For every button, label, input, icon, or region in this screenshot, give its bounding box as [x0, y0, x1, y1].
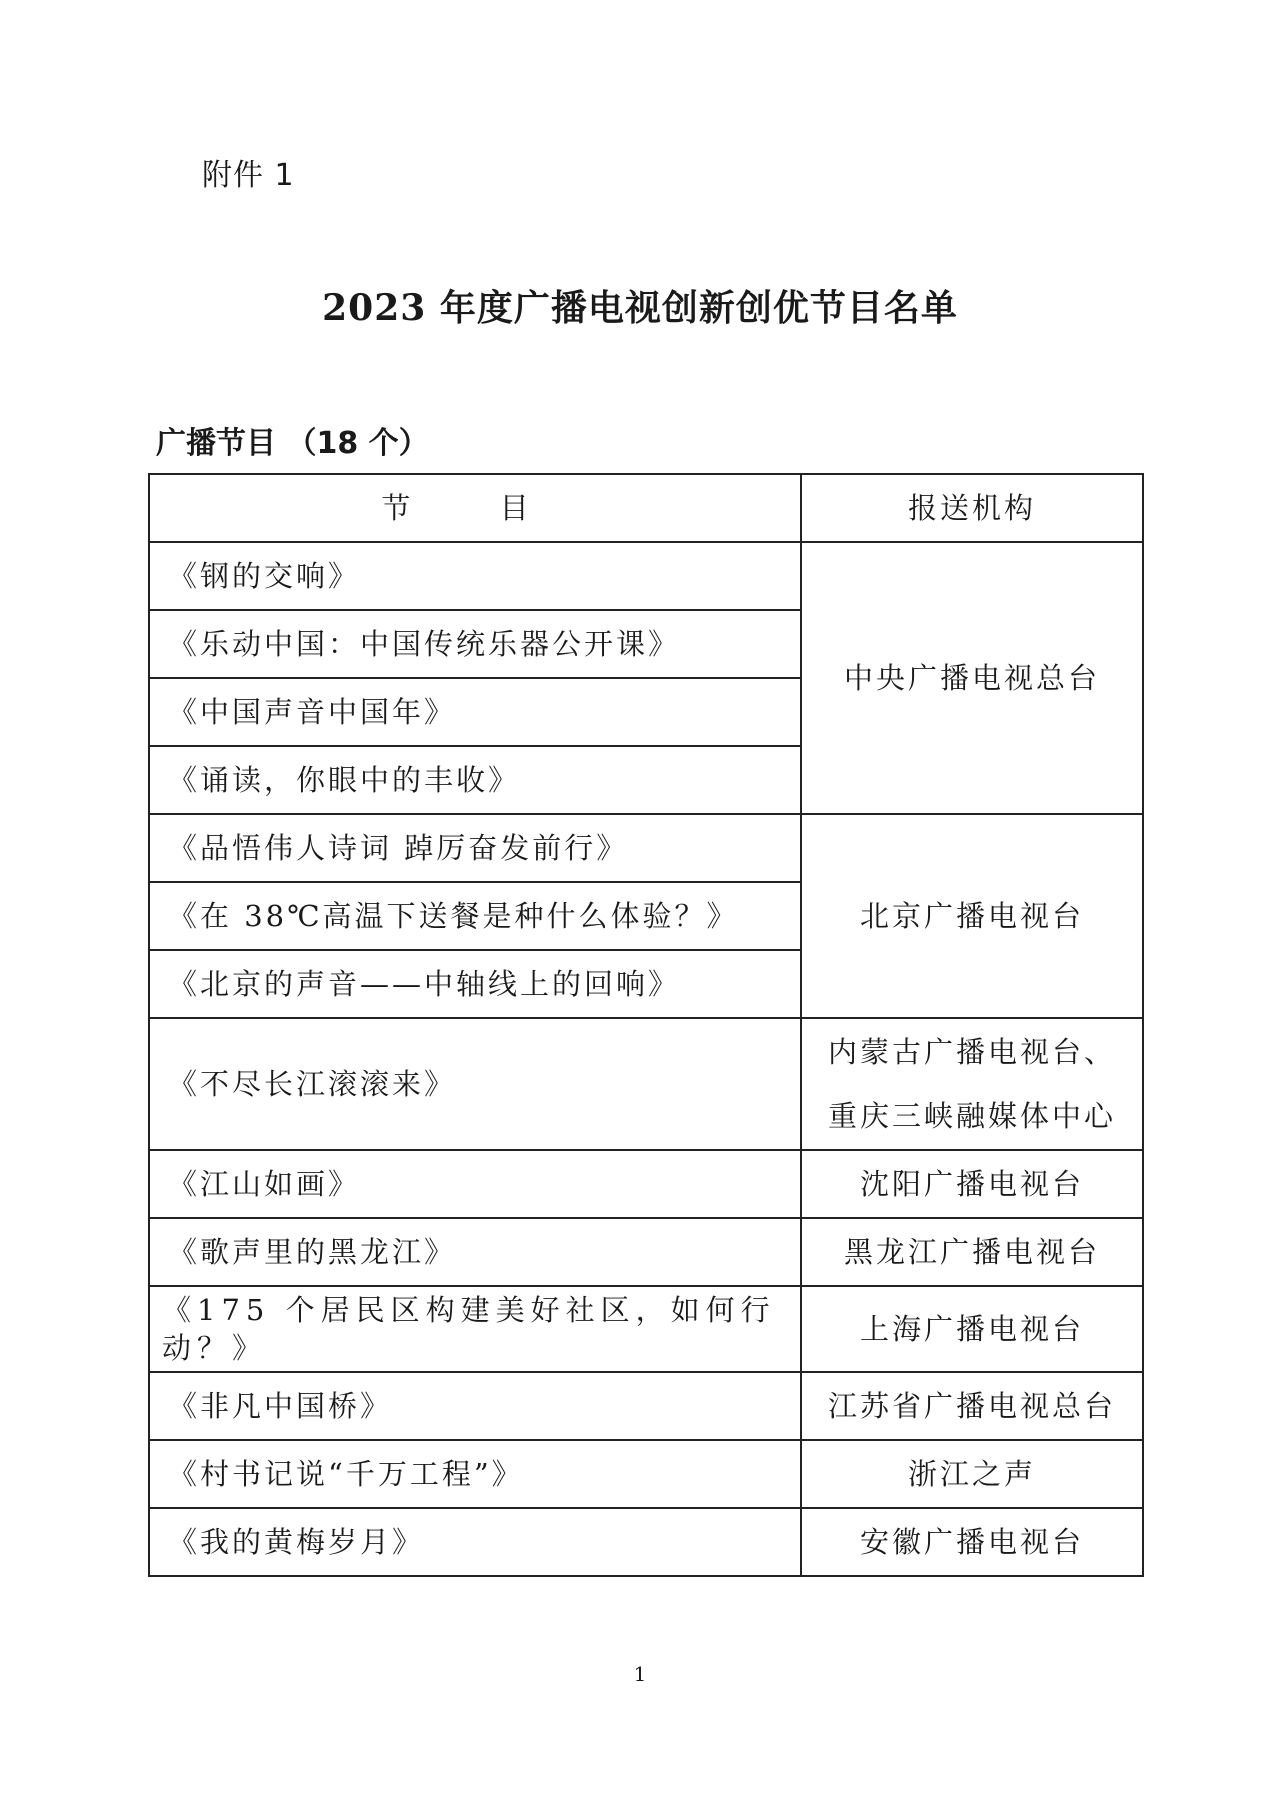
- table-row: [149, 1286, 1143, 1372]
- organization-cell: 浙江之声: [801, 1440, 1143, 1508]
- program-cell: 《北京的声音——中轴线上的回响》: [149, 950, 801, 1018]
- program-cell: 《不尽长江滚滚来》: [149, 1018, 801, 1150]
- program-cell: 《钢的交响》: [149, 542, 801, 610]
- page-number: 1: [633, 1662, 647, 1686]
- table-row: [149, 1150, 1143, 1218]
- organization-cell: [801, 1018, 1143, 1150]
- header-organization: 报送机构: [801, 474, 1143, 542]
- table-row: [149, 1440, 1143, 1508]
- organization-line: 重庆三峡融媒体中心: [827, 1099, 1116, 1133]
- program-table-wrapper: [148, 473, 1144, 1577]
- program-cell: 《中国声音中国年》: [149, 678, 801, 746]
- program-cell: 《175 个居民区构建美好社区，如何行动？》: [149, 1286, 801, 1372]
- organization-cell: 中央广播电视总台: [801, 542, 1143, 814]
- program-cell: 《江山如画》: [149, 1150, 801, 1218]
- program-cell: 《在 38℃高温下送餐是种什么体验？》: [149, 882, 801, 950]
- header-program: 节 目: [149, 474, 801, 542]
- table-row: [149, 1018, 1143, 1150]
- organization-cell: 安徽广播电视台: [801, 1508, 1143, 1576]
- table-header-row: [149, 474, 1143, 542]
- program-cell: 《我的黄梅岁月》: [149, 1508, 801, 1576]
- organization-line: 内蒙古广播电视台、: [827, 1035, 1116, 1069]
- program-cell: 《歌声里的黑龙江》: [149, 1218, 801, 1286]
- table-row: [149, 1372, 1143, 1440]
- table-row: [149, 542, 1143, 610]
- program-table: [148, 473, 1144, 1577]
- table-row: [149, 1508, 1143, 1576]
- organization-cell: 黑龙江广播电视台: [801, 1218, 1143, 1286]
- program-cell: 《村书记说“千万工程”》: [149, 1440, 801, 1508]
- table-row: [149, 814, 1143, 882]
- program-cell: 《品悟伟人诗词 踔厉奋发前行》: [149, 814, 801, 882]
- organization-cell: 上海广播电视台: [801, 1286, 1143, 1372]
- program-cell: 《非凡中国桥》: [149, 1372, 801, 1440]
- program-cell: 《乐动中国：中国传统乐器公开课》: [149, 610, 801, 678]
- organization-cell: 北京广播电视台: [801, 814, 1143, 1018]
- section-heading: 广播节目 （18 个）: [156, 426, 429, 461]
- organization-cell: 江苏省广播电视总台: [801, 1372, 1143, 1440]
- document-title: 2023 年度广播电视创新创优节目名单: [322, 287, 958, 329]
- table-row: [149, 1218, 1143, 1286]
- organization-cell: 沈阳广播电视台: [801, 1150, 1143, 1218]
- attachment-label: 附件 1: [202, 158, 295, 193]
- program-cell: 《诵读，你眼中的丰收》: [149, 746, 801, 814]
